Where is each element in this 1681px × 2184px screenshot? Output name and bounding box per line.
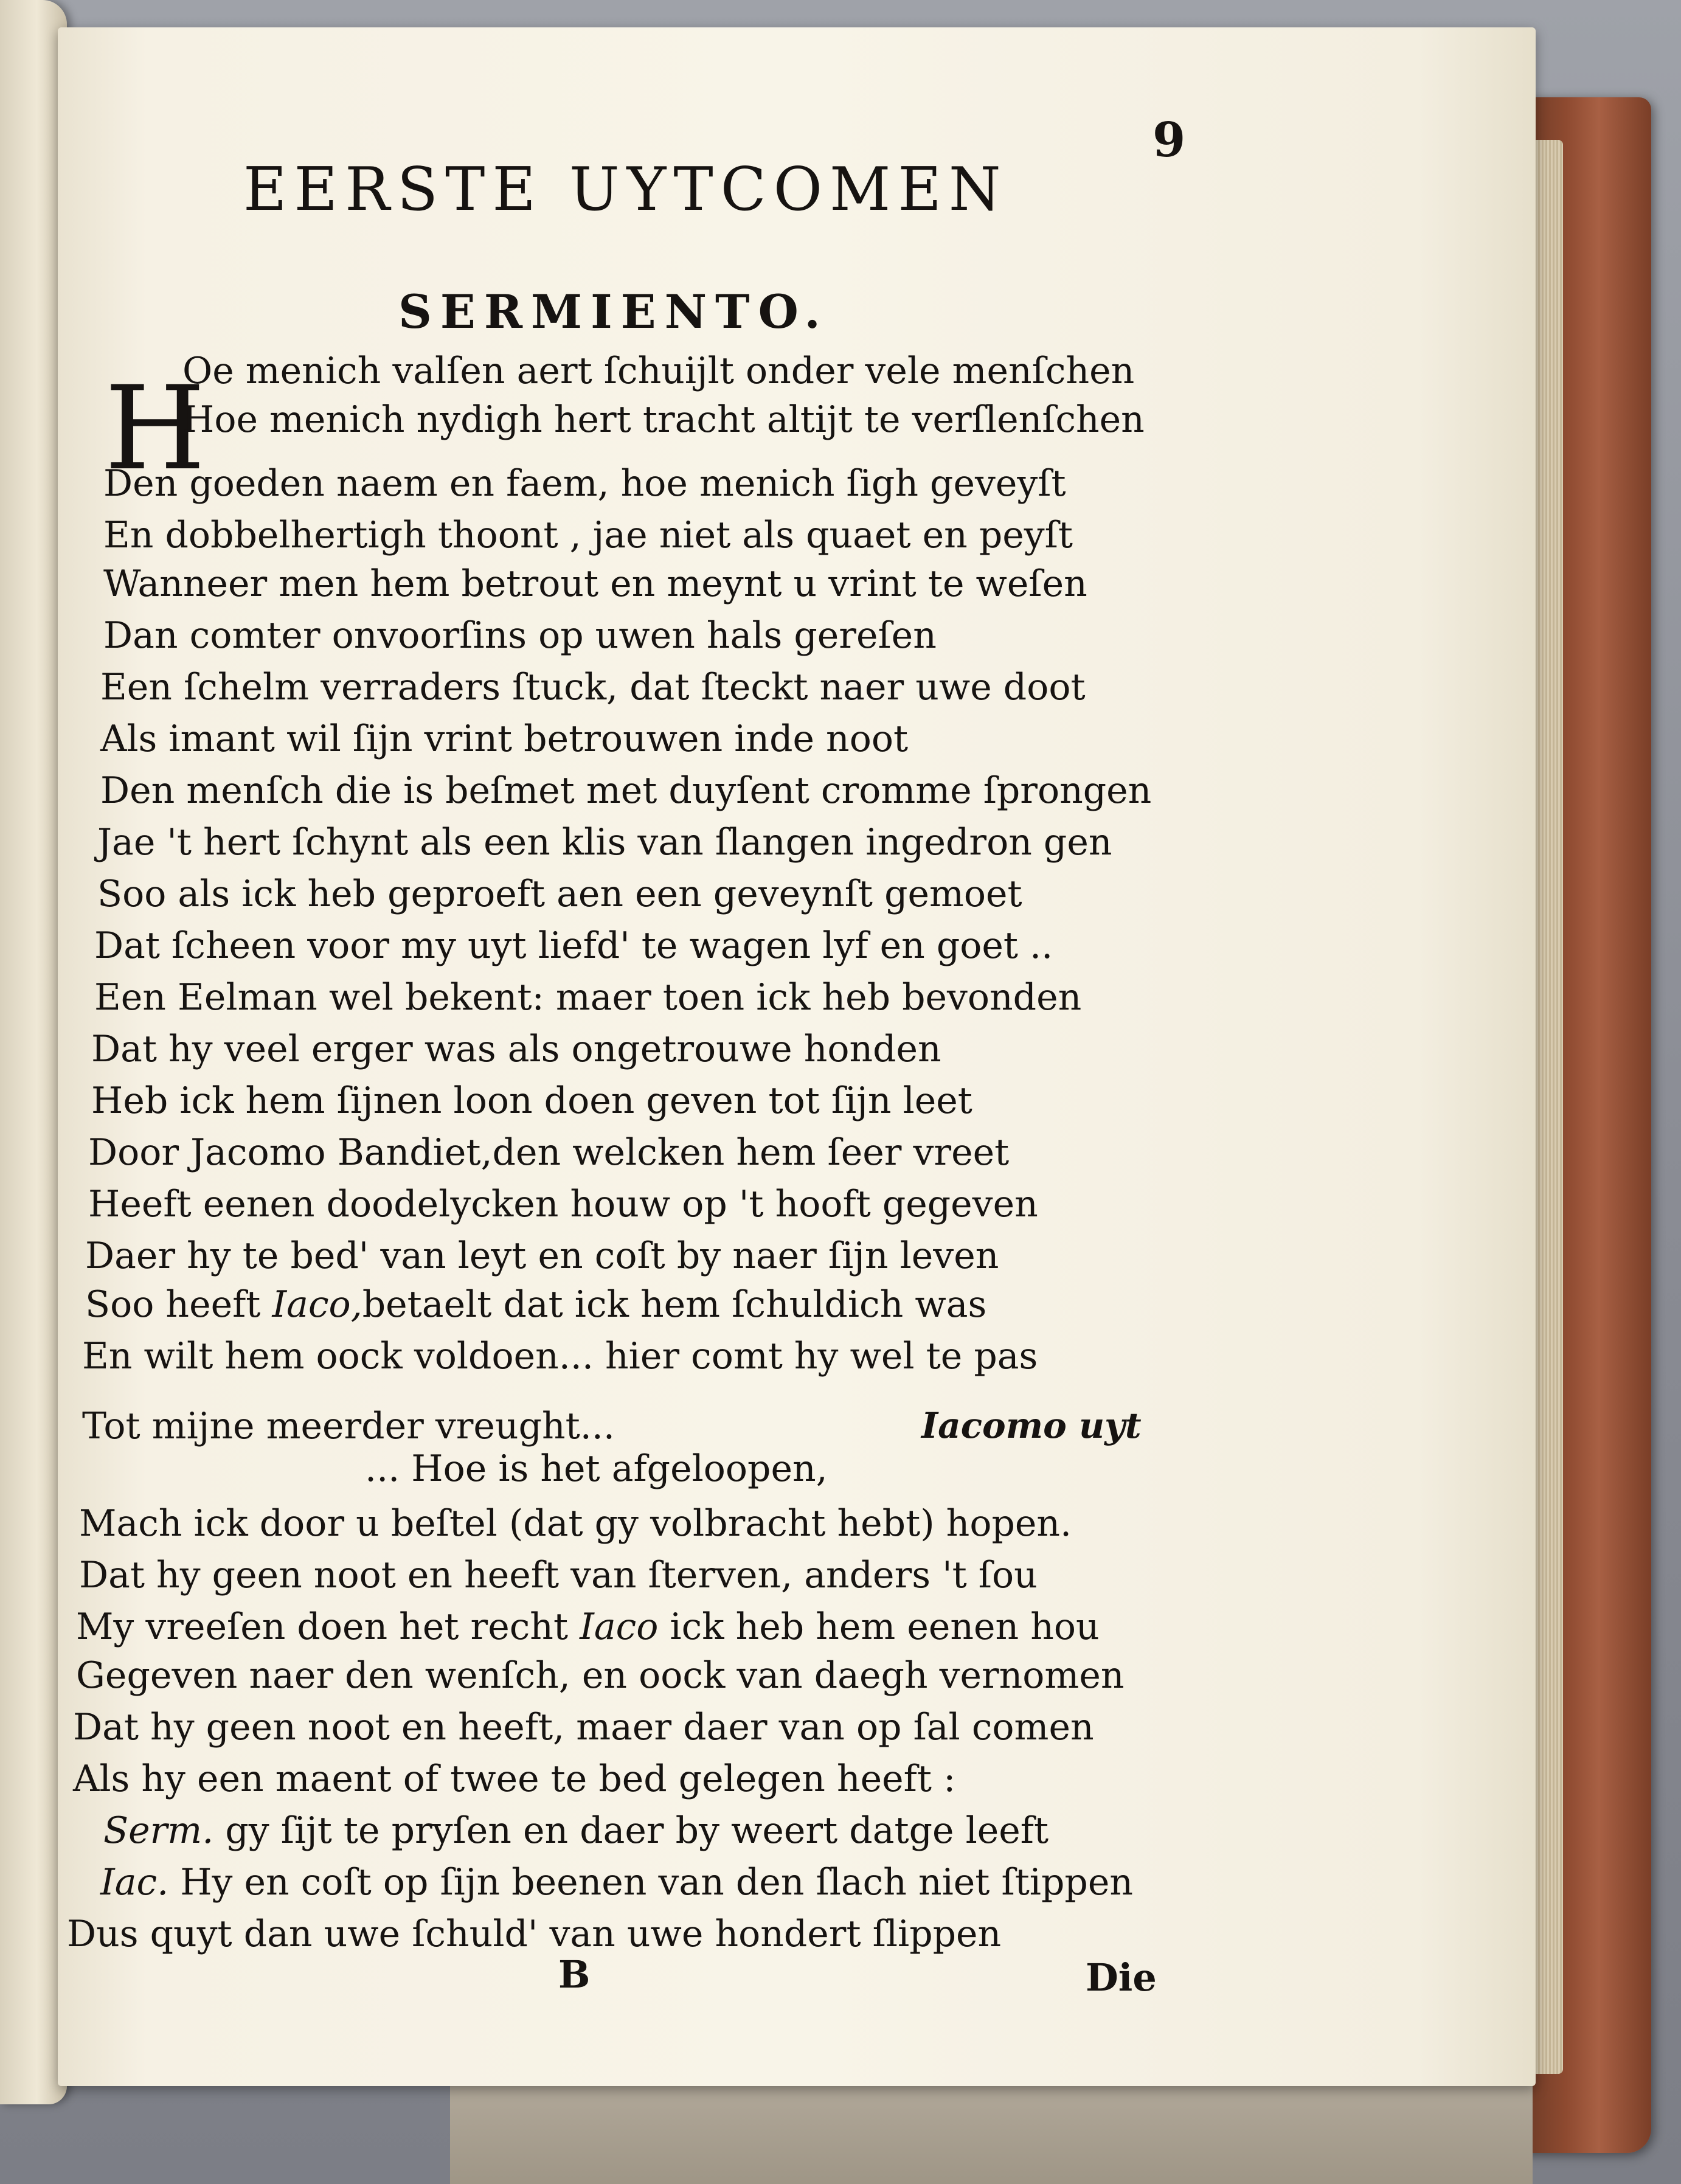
verse-line: Heeft eenen doodelycken houw op 't hooft gegeven — [88, 1183, 1038, 1225]
italic-name: Iaco — [580, 1606, 659, 1648]
drop-cap: H — [105, 361, 206, 496]
verse-line: Als hy een maent of twee te bed gelegen heeft : — [73, 1758, 956, 1800]
verse-line: Door Jacomo Bandiet,den welcken hem ſeer vreet — [88, 1131, 1010, 1174]
verse-line: Dan comter onvoorſins op uwen hals gereſen — [103, 614, 937, 657]
verse-line: Dat hy geen noot en heeft van ſterven, anders 't ſou — [79, 1554, 1038, 1596]
verse-line — [85, 1283, 986, 1326]
verse-text: Soo heeft — [85, 1283, 272, 1326]
verse-line: Een ſchelm verraders ſtuck, dat ſteckt naer uwe doot — [100, 666, 1086, 709]
verse-line: Als imant wil ſijn vrint betrouwen inde noot — [100, 718, 909, 760]
verse-text: ick heb hem eenen hou — [658, 1606, 1100, 1648]
verse-line: Den goeden naem en faem, hoe menich ſigh geveyſt — [103, 462, 1066, 505]
verse-line: Soo als ick heb geproeft aen een geveynſt gemoet — [97, 873, 1022, 915]
verse-text: Hy en coſt op ſijn beenen van den ſlach niet ſtippen — [168, 1861, 1133, 1904]
verse-line: Jae 't hert ſchynt als een klis van ſlangen ingedron gen — [97, 821, 1112, 864]
verse-text: My vreeſen doen het recht — [76, 1606, 580, 1648]
facing-page-edge — [0, 0, 67, 2104]
verse-line: Dat ſcheen voor my uyt liefd' te wagen lyf en goet .. — [94, 924, 1053, 967]
page-number: 9 — [1152, 113, 1186, 168]
verse-line: Dus quyt dan uwe ſchuld' van uwe hondert ſlippen — [67, 1913, 1002, 1955]
verse-line: Hoe menich nydigh hert tracht altijt te verſlenſchen — [182, 398, 1145, 441]
italic-name: Iaco, — [272, 1283, 362, 1326]
verse-line: Daer hy te bed' van leyt en coſt by naer ſijn leven — [85, 1235, 999, 1277]
verse-line: Dat hy geen noot en heeft, maer daer van op ſal comen — [73, 1706, 1094, 1749]
verse-line: Heb ick hem ſijnen loon doen geven tot ſijn leet — [91, 1080, 972, 1122]
verse-line: ... Hoe is het afgeloopen, — [365, 1447, 828, 1490]
verse-line: Gegeven naer den wenſch, en oock van daegh vernomen — [76, 1654, 1125, 1697]
verse-text: betaelt dat ick hem ſchuldich was — [362, 1283, 987, 1326]
verse-line: Tot mijne meerder vreught... — [82, 1405, 615, 1447]
verse-line — [103, 1809, 1048, 1852]
verse-line — [100, 1861, 1133, 1904]
signature-mark: B — [558, 1952, 591, 1997]
verse-line: Oe menich valſen aert ſchuijlt onder vele menſchen — [182, 350, 1135, 392]
italic-name: Serm. — [103, 1809, 214, 1852]
verse-line — [76, 1606, 1100, 1648]
running-title: EERSTE UYTCOMEN — [243, 155, 1008, 224]
verse-line: Den menſch die is beſmet met duyſent cromme ſprongen — [100, 769, 1152, 812]
catchword: Die — [1086, 1955, 1157, 2000]
verse-line: Mach ick door u beſtel (dat gy volbracht hebt) hopen. — [79, 1502, 1072, 1545]
verse-line: Dat hy veel erger was als ongetrouwe honden — [91, 1028, 941, 1070]
verse-line: Wanneer men hem betrout en meynt u vrint te weſen — [103, 563, 1087, 605]
italic-name: Iac. — [100, 1861, 169, 1904]
verse-line: Een Eelman wel bekent: maer toen ick heb bevonden — [94, 976, 1082, 1019]
verse-line: En dobbelhertigh thoont , jae niet als quaet en peyſt — [103, 514, 1073, 556]
stage-cue: Iacomo uyt — [921, 1405, 1142, 1446]
verse-line: En wilt hem oock voldoen... hier comt hy wel te pas — [82, 1335, 1038, 1378]
speaker-heading: SERMIENTO. — [398, 285, 829, 339]
verse-text: gy ſijt te pryſen en daer by weert datge leeft — [213, 1809, 1049, 1852]
